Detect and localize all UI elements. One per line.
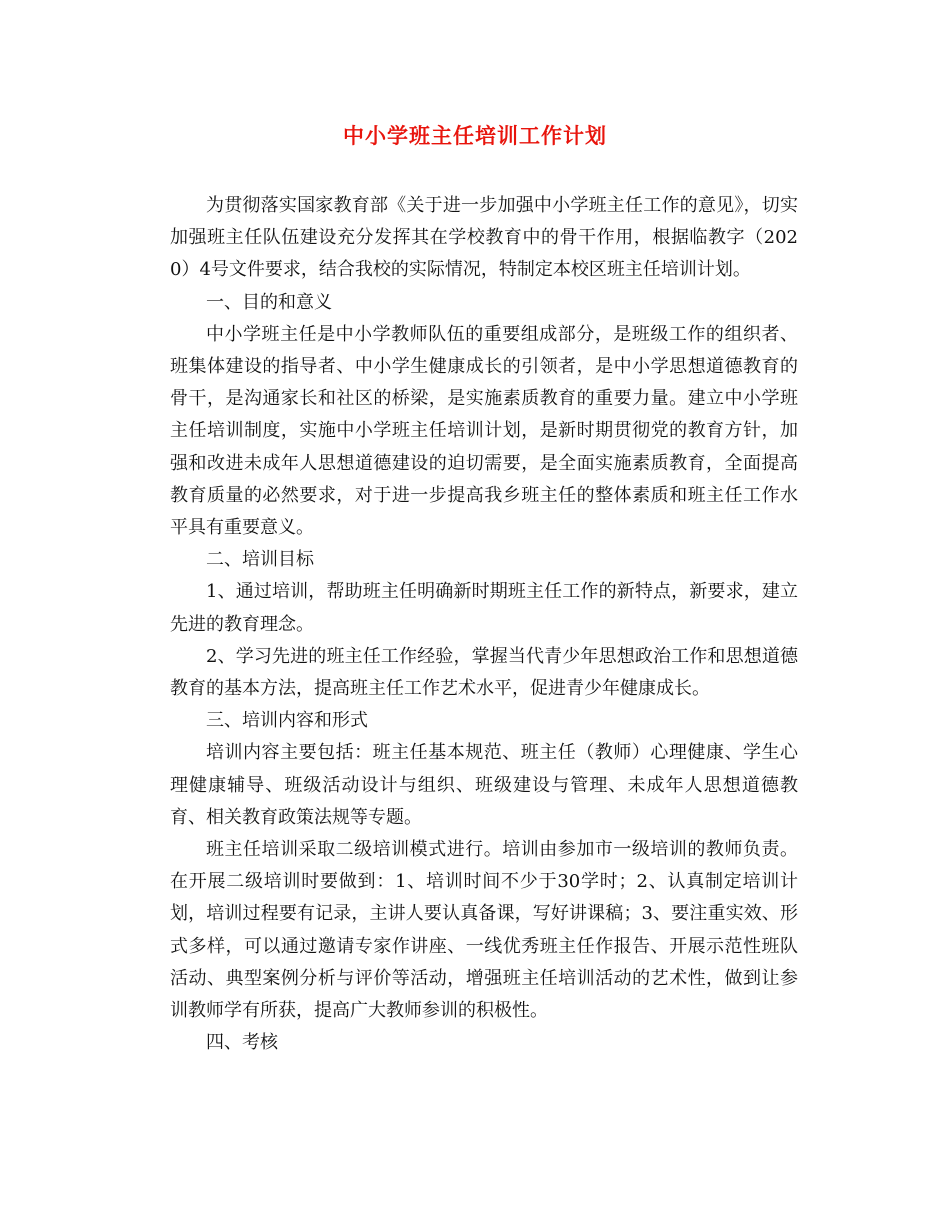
section-heading-purpose: 一、目的和意义 bbox=[206, 291, 332, 313]
section-heading-goals: 二、培训目标 bbox=[206, 549, 314, 571]
content-paragraph: 培训内容主要包括：班主任基本规范、班主任（教师）心理健康、学生心理健康辅导、班级活动设计与组织、班级建设与管理、未成年人思想道德教育、相关教育政策法规等专题。 bbox=[170, 742, 798, 828]
intro-paragraph: 为贯彻落实国家教育部《关于进一步加强中小学班主任工作的意见》，切实加强班主任队伍建设充分发挥其在学校教育中的骨干作用，根据临教字（2020）4号文件要求，结合我校的实际情况，特制定本校区班主任培训计划。 bbox=[170, 195, 798, 281]
section-heading-assessment: 四、考核 bbox=[206, 1032, 278, 1054]
purpose-paragraph: 中小学班主任是中小学教师队伍的重要组成部分，是班级工作的组织者、班集体建设的指导者、中小学生健康成长的引领者，是中小学思想道德教育的骨干，是沟通家长和社区的桥梁，是实施素质教育的重要力量。建立中小学班主任培训制度，实施中小学班主任培训计划，是新时期贯彻党的教育方针，加强和改进未成年人思想道德建设的迫切需要，是全面实施素质教育，全面提高教育质量的必然要求，对于进一步提高我乡班主任的整体素质和班主任工作水平具有重要意义。 bbox=[170, 323, 798, 539]
format-paragraph: 班主任培训采取二级培训模式进行。培训由参加市一级培训的教师负责。在开展二级培训时要做到：1、培训时间不少于30学时；2、认真制定培训计划，培训过程要有记录，主讲人要认真备课，写好讲课稿；3、要注重实效、形式多样，可以通过邀请专家作讲座、一线优秀班主任作报告、开展示范性班队活动、典型案例分析与评价等活动，增强班主任培训活动的艺术性，做到让参训教师学有所获，提高广大教师参训的积极性。 bbox=[170, 839, 798, 1022]
section-heading-content: 三、培训内容和形式 bbox=[206, 710, 368, 732]
document-body bbox=[170, 190, 798, 1059]
goal-item-1: 1、通过培训，帮助班主任明确新时期班主任工作的新特点，新要求，建立先进的教育理念。 bbox=[170, 581, 798, 635]
goal-item-2: 2、学习先进的班主任工作经验，掌握当代青少年思想政治工作和思想道德教育的基本方法，提高班主任工作艺术水平，促进青少年健康成长。 bbox=[170, 645, 798, 700]
document-title: 中小学班主任培训工作计划 bbox=[343, 123, 607, 148]
